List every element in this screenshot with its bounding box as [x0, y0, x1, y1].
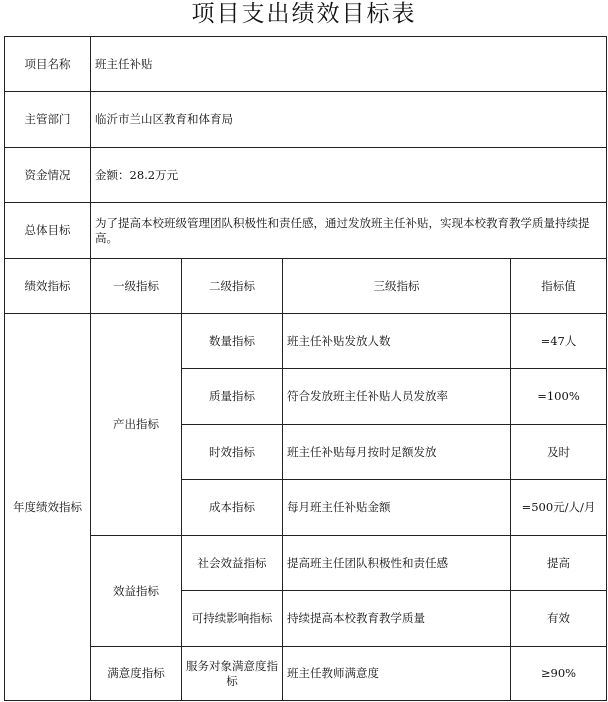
- header-level2-indicator: 二级指标: [182, 259, 283, 314]
- level3-cell: 提高班主任团队积极性和责任感: [283, 536, 511, 591]
- table-row: [5, 647, 607, 701]
- goal-value: 为了提高本校班级管理团队积极性和责任感，通过发放班主任补贴，实现本校教育教学质量持续提高。: [91, 203, 607, 259]
- level2-cell: 质量指标: [182, 369, 283, 425]
- funding-value: 金额：28.2万元: [91, 148, 607, 203]
- level3-cell: 班主任补贴每月按时足额发放: [283, 425, 511, 480]
- goal-label: 总体目标: [5, 203, 91, 259]
- level2-cell: 可持续影响指标: [182, 591, 283, 647]
- header-level1-indicator: 一级指标: [91, 259, 182, 314]
- level2-cell: 社会效益指标: [182, 536, 283, 591]
- department-label: 主管部门: [5, 92, 91, 148]
- value-cell: 有效: [511, 591, 607, 647]
- funding-label: 资金情况: [5, 148, 91, 203]
- header-indicator-value: 指标值: [511, 259, 607, 314]
- performance-target-table: [4, 36, 607, 701]
- header-level3-indicator: 三级指标: [283, 259, 511, 314]
- level3-cell: 班主任补贴发放人数: [283, 314, 511, 369]
- value-cell: =500元/人/月: [511, 480, 607, 536]
- annual-indicator-label: 年度绩效指标: [5, 314, 91, 701]
- department-value: 临沂市兰山区教育和体育局: [91, 92, 607, 148]
- level3-cell: 班主任教师满意度: [283, 647, 511, 701]
- department-row: [5, 92, 607, 148]
- header-performance-indicator: 绩效指标: [5, 259, 91, 314]
- level3-cell: 每月班主任补贴金额: [283, 480, 511, 536]
- level3-cell: 持续提高本校教育教学质量: [283, 591, 511, 647]
- project-name-label: 项目名称: [5, 37, 91, 92]
- page-title: 项目支出绩效目标表: [191, 1, 417, 27]
- benefit-indicator-label: 效益指标: [91, 536, 182, 647]
- value-cell: 提高: [511, 536, 607, 591]
- project-name-row: [5, 37, 607, 92]
- satisfaction-indicator-label: 满意度指标: [91, 647, 182, 701]
- level2-cell: 时效指标: [182, 425, 283, 480]
- level2-cell: 数量指标: [182, 314, 283, 369]
- funding-row: [5, 148, 607, 203]
- value-cell: 及时: [511, 425, 607, 480]
- output-indicator-label: 产出指标: [91, 314, 182, 536]
- table-row: [5, 536, 607, 591]
- value-cell: =100%: [511, 369, 607, 425]
- level2-cell: 服务对象满意度指标: [182, 647, 283, 701]
- value-cell: =47人: [511, 314, 607, 369]
- level3-cell: 符合发放班主任补贴人员发放率: [283, 369, 511, 425]
- header-row: [5, 259, 607, 314]
- table-row: [5, 314, 607, 369]
- project-name-value: 班主任补贴: [91, 37, 607, 92]
- goal-row: [5, 203, 607, 259]
- level2-cell: 成本指标: [182, 480, 283, 536]
- value-cell: ≥90%: [511, 647, 607, 701]
